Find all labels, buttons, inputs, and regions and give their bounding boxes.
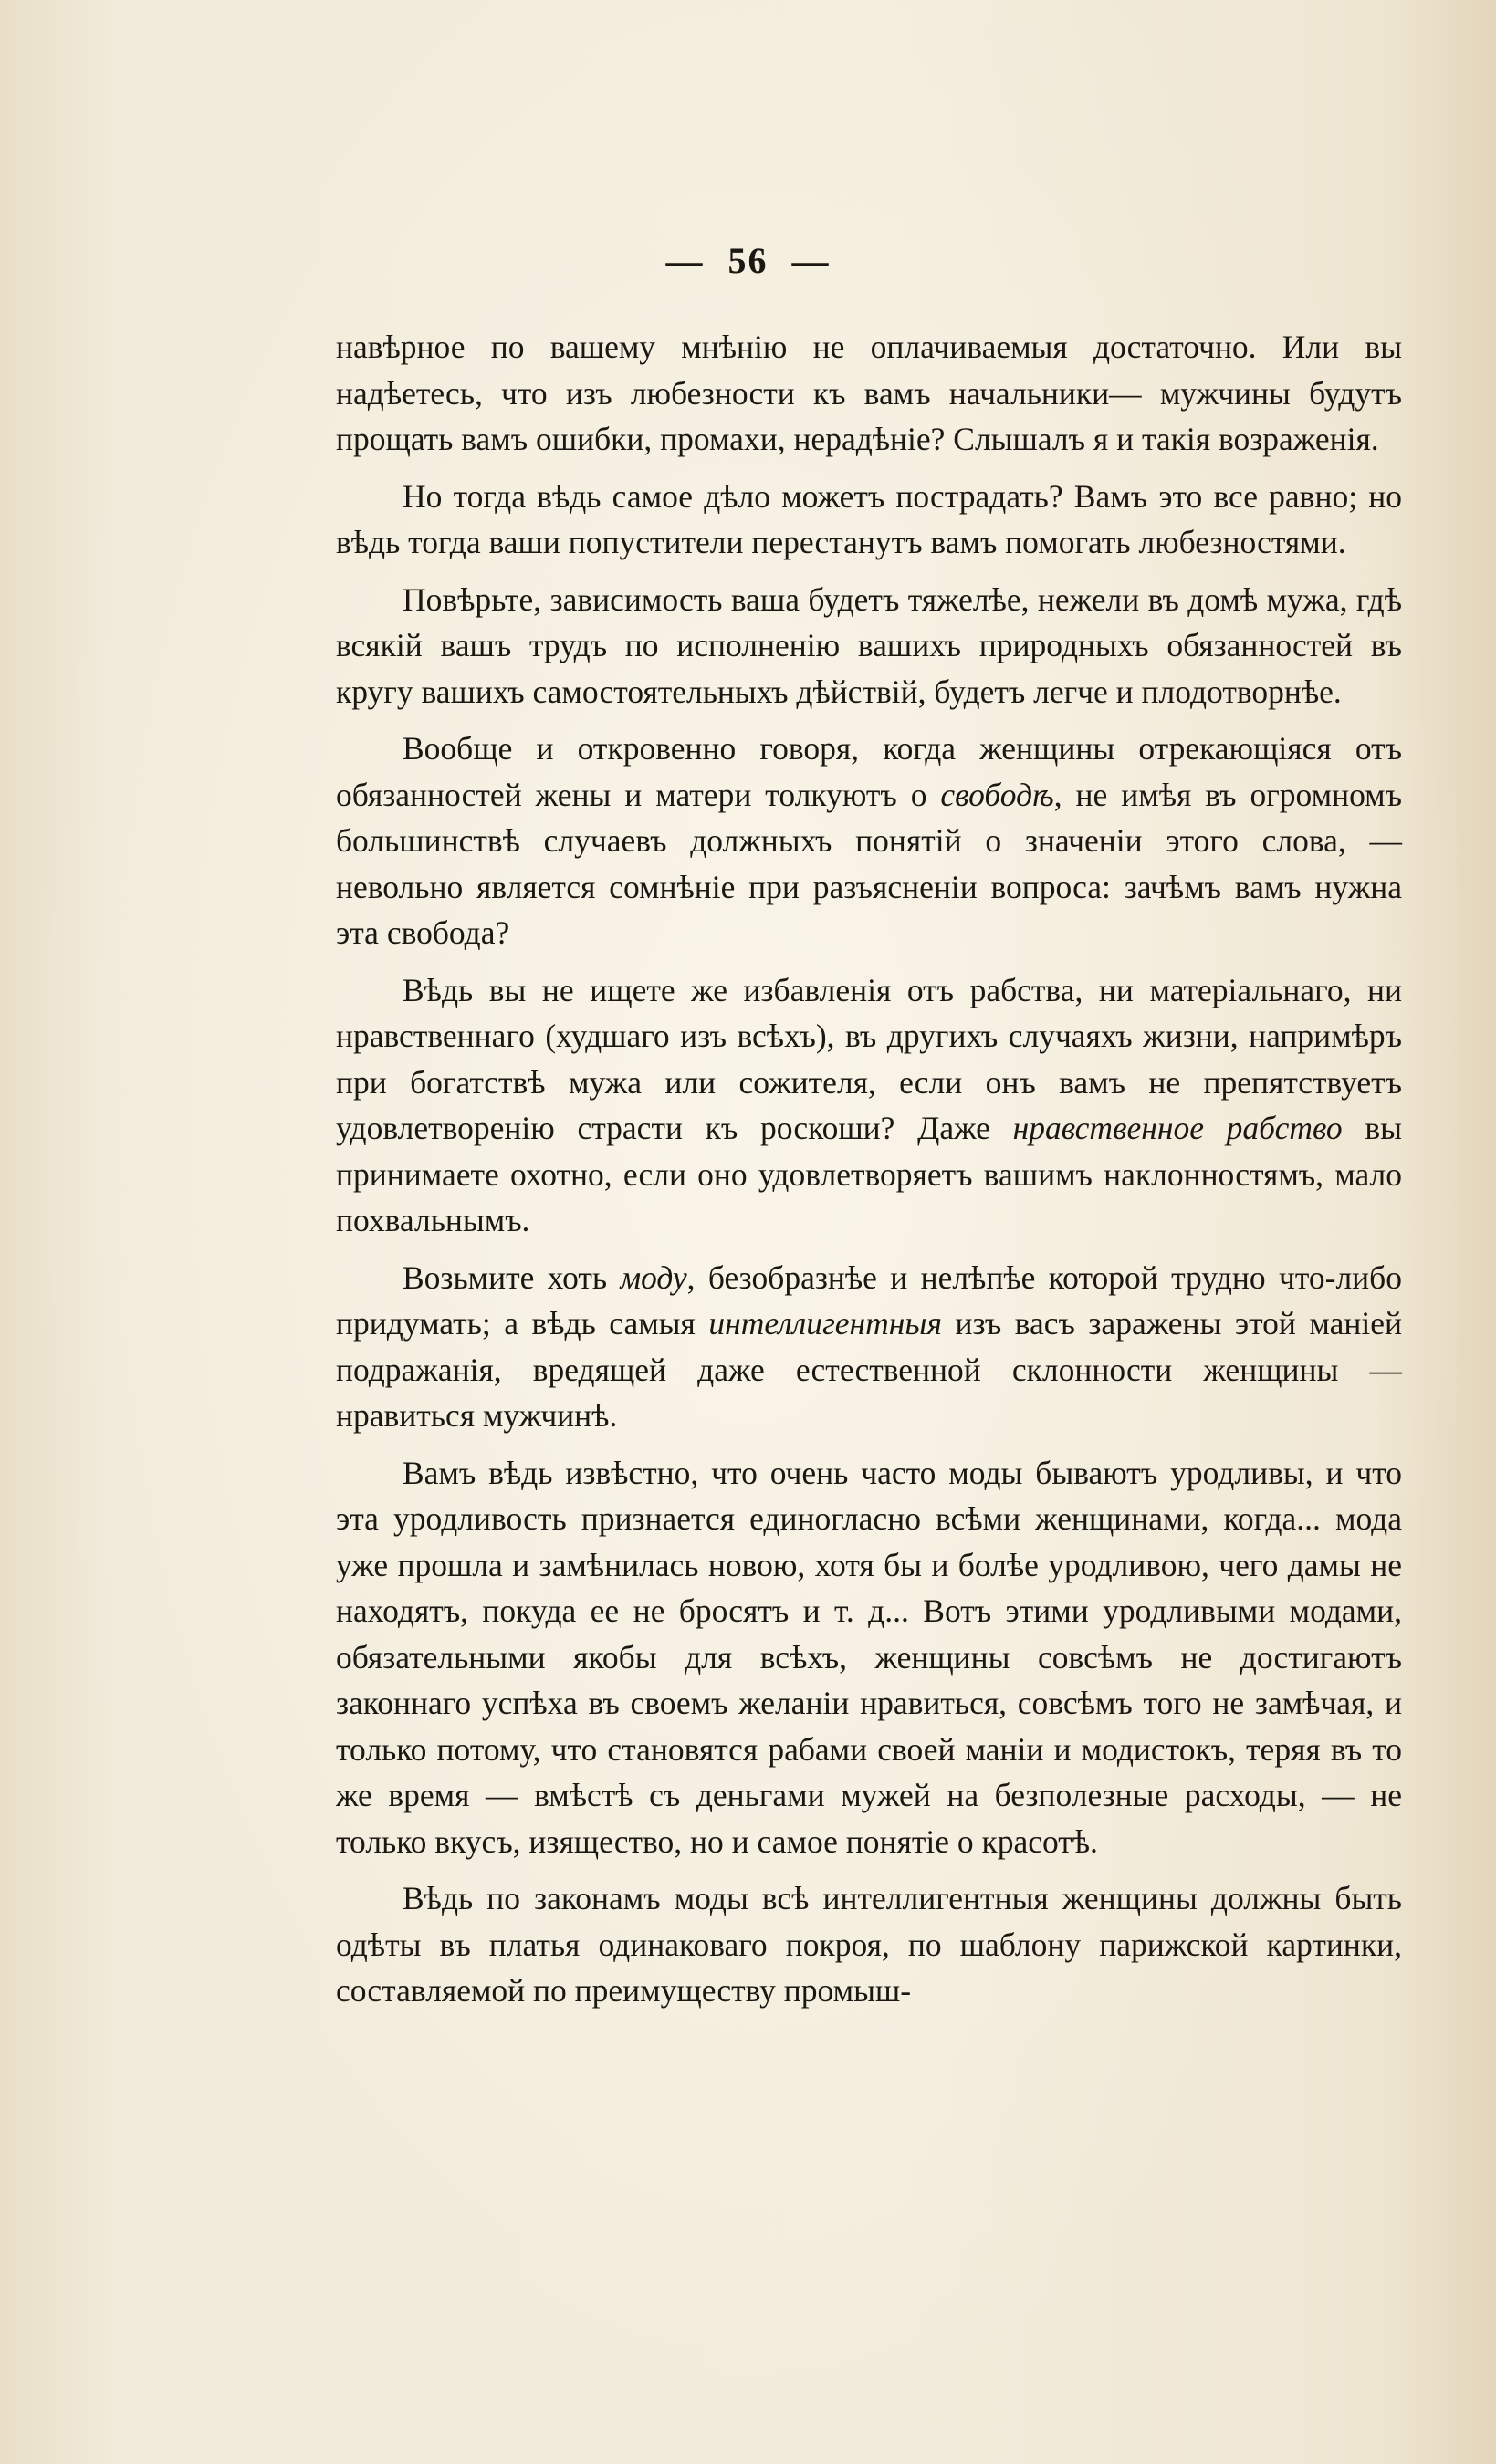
- text-run: , безобразнѣе и нелѣпѣе которой трудно что-либо придумать; а вѣдь самыя: [336, 1258, 1402, 1342]
- paragraph: [336, 726, 1402, 956]
- text-run: навѣрное по вашему мнѣнію не оплачиваемыя достаточно. Или вы надѣетесь, что изъ любезности къ вамъ начальники— мужчины будутъ прощать вамъ ошибки, промахи, нерадѣніе? Слышалъ я и такія возраженія.: [336, 329, 1402, 457]
- paragraph: [336, 1875, 1402, 2014]
- paragraph: [336, 324, 1402, 463]
- text-run: Но тогда вѣдь самое дѣло можетъ пострадать? Вамъ это все равно; но вѣдь тогда ваши попустители перестанутъ вамъ помогать любезностями.: [336, 477, 1402, 560]
- paragraph: [336, 474, 1402, 566]
- text-run: изъ васъ заражены этой маніей подражанія, вредящей даже естественной склонности женщины — нравиться мужчинѣ.: [336, 1305, 1402, 1434]
- text-run: Вѣдь вы не ищете же избавленія отъ рабства, ни матеріальнаго, ни нравственнаго (худшаго изъ всѣхъ), въ другихъ случаяхъ жизни, напримѣръ при богатствѣ мужа или сожителя, если онъ вамъ не препятствуетъ удовлетворенію страсти къ роскоши? Даже: [336, 971, 1402, 1146]
- text-run: Вамъ вѣдь извѣстно, что очень часто моды бываютъ уродливы, и что эта уродливость признается единогласно всѣми женщинами, когда... мода уже прошла и замѣнилась новою, хотя бы и болѣе уродливою, чего дамы не находятъ, покуда ее не бросятъ и т. д... Вотъ этими уродливыми модами, обязательными якобы для всѣхъ, женщины совсѣмъ не достигаютъ законнаго успѣха въ своемъ желаніи нравиться, совсѣмъ того не замѣчая, и только потому, что становятся рабами своей маніи и модистокъ, теряя въ то же время — вмѣстѣ съ деньгами мужей на безполезные расходы, — не только вкусъ, изящество, но и самое понятіе о красотѣ.: [336, 1454, 1402, 1860]
- text-run: Вообще и откровенно говоря, когда женщины отрекающіяся отъ обязанностей жены и матери толкуютъ о: [336, 730, 1402, 813]
- paragraph: [336, 1450, 1402, 1865]
- text-run: Повѣрьте, зависимость ваша будетъ тяжелѣе, нежели въ домѣ мужа, гдѣ всякій вашъ трудъ по исполненію вашихъ природныхъ обязанностей въ кругу вашихъ самостоятельныхъ дѣйствій, будетъ легче и плодотворнѣе.: [336, 580, 1402, 710]
- italic-phrase: нравственное рабство: [1012, 1110, 1343, 1146]
- paragraph: [336, 577, 1402, 715]
- italic-phrase: свободѣ: [940, 776, 1054, 813]
- body-text: [336, 324, 1402, 2025]
- paragraph: [336, 967, 1402, 1244]
- text-run: Возьмите хоть: [403, 1258, 621, 1296]
- italic-phrase: интеллигентныя: [708, 1305, 942, 1342]
- text-run: вы принимаете охотно, если оно удовлетворяетъ вашимъ наклонностямъ, мало похвальнымъ.: [336, 1110, 1402, 1238]
- paragraph: [336, 1255, 1402, 1439]
- page-number: — 56 —: [665, 240, 831, 281]
- italic-phrase: моду: [620, 1258, 687, 1296]
- text-run: , не имѣя въ огромномъ большинствѣ случаевъ должныхъ понятій о значеніи этого слова, — невольно является сомнѣніе при разъясненіи вопроса: зачѣмъ вамъ нужна эта свобода?: [336, 776, 1402, 951]
- text-run: Вѣдь по законамъ моды всѣ интеллигентныя женщины должны быть одѣты въ платья одинаковаго покроя, по шаблону парижской картинки, составляемой по преимуществу промыш-: [336, 1880, 1402, 2009]
